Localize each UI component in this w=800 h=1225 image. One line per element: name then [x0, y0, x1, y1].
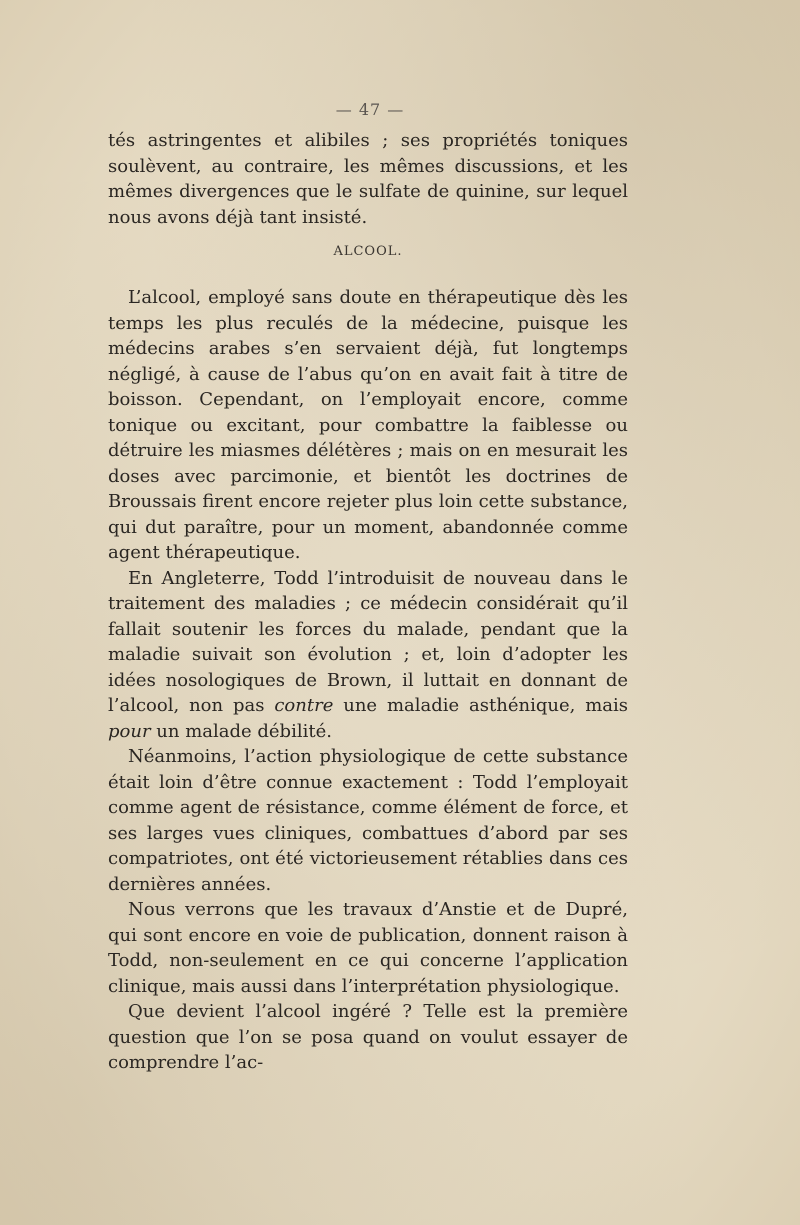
paragraph-2-part-c: un malade débilité. [150, 720, 332, 742]
paragraph-1: L’alcool, employé sans doute en thérapeutique dès les temps les plus reculés de la médecine, puisque les médecins arabes s’en servaient déjà, fut longtemps négligé, à cause de l’abus qu’on en avait fait à titre de boisson. Cependant, on l’employait encore, comme tonique ou excitant, pour combattre la faiblesse ou détruire les miasmes délétères ; mais on en mesurait les doses avec parcimonie, et bientôt les doctrines de Broussais firent encore rejeter plus loin cette substance, qui dut paraître, pour un moment, abandonnée comme agent thérapeutique. [108, 287, 628, 563]
paragraph-4: Nous verrons que les travaux d’Anstie et de Dupré, qui sont encore en voie de publication, donnent raison à Todd, non-seulement en ce qui concerne l’application clinique, mais aussi dans l’interprétation physiologique. [108, 899, 628, 997]
paragraph-3: Néanmoins, l’action physiologique de cette substance était loin d’être connue exactement : Todd l’employait comme agent de résistance, comme élément de force, et ses larges vues cliniques, combattues d’abord par ses compatriotes, ont été victorieusement rétablies dans ces dernières années. [108, 746, 628, 895]
paragraph-2-part-a: En Angleterre, Todd l’introduisit de nouveau dans le traitement des maladies ; ce médecin considérait qu’il fallait soutenir les forces du malade, pendant que la maladie suivait son évolution ; et, loin d’adopter les idées nosologiques de Brown, il luttait en donnant de l’alcool, non pas [108, 567, 628, 716]
paragraph-2 [108, 566, 628, 745]
paragraph-intro: tés astringentes et alibiles ; ses propriétés toniques soulèvent, au contraire, les mêmes discussions, et les mêmes divergences que le sulfate de quinine, sur lequel nous avons déjà tant insisté. [108, 130, 628, 228]
section-heading: ALCOOL. [333, 244, 403, 259]
paragraph-2-part-b: une maladie asthénique, mais [333, 695, 628, 716]
emphasis-pour: pour [108, 720, 151, 742]
body-text [108, 285, 628, 1076]
emphasis-contre: contre [274, 695, 334, 716]
intro-paragraph [108, 128, 628, 230]
paragraph-5: Que devient l’alcool ingéré ? Telle est la première question que l’on se posa quand on voulut essayer de comprendre l’ac- [108, 1001, 628, 1073]
page-number: — 47 — [335, 100, 405, 119]
